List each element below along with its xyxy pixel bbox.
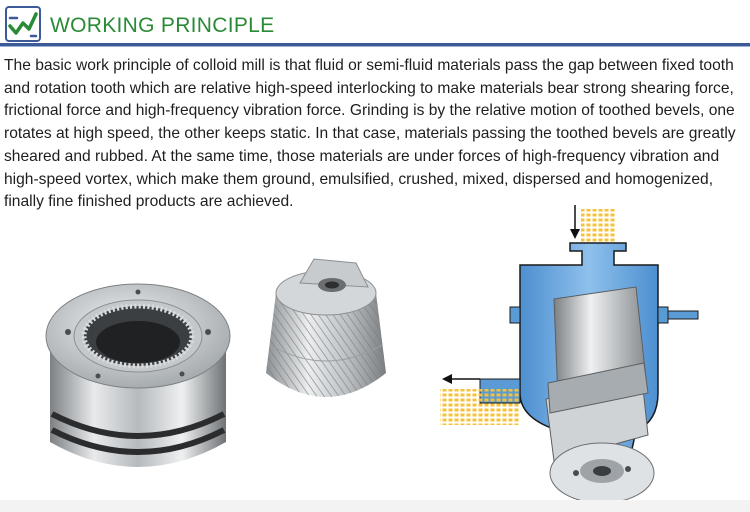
rotor-photo xyxy=(260,253,392,411)
stator-ring-photo xyxy=(38,272,238,484)
description-text: The basic work principle of colloid mill is that fluid or semi-fluid materials pass the gap between fixed tooth and rotation tooth which are relative high-speed interlocking to make materials bear strong shearing force, frictional force and high-frequency vibration force. Grinding is by the relative motion of toothed bevels, one rotates at high speed, the other keeps static. In that case, materials passing the toothed bevels are greatly sheared and rubbed. At the same time, those materials are under forces of high-frequency vibration and high-speed vortex, which make them ground, emulsified, crushed, mixed, dispersed and homogenized, finally fine finished products are achieved. xyxy=(4,57,736,211)
header xyxy=(0,0,750,48)
figures-area xyxy=(0,200,750,512)
page-title: WORKING PRINCIPLE xyxy=(50,14,275,37)
brand-logo-icon xyxy=(5,6,41,42)
header-rule-light xyxy=(0,46,750,47)
colloid-mill-section-diagram xyxy=(436,203,740,509)
bottom-strip xyxy=(0,500,750,512)
